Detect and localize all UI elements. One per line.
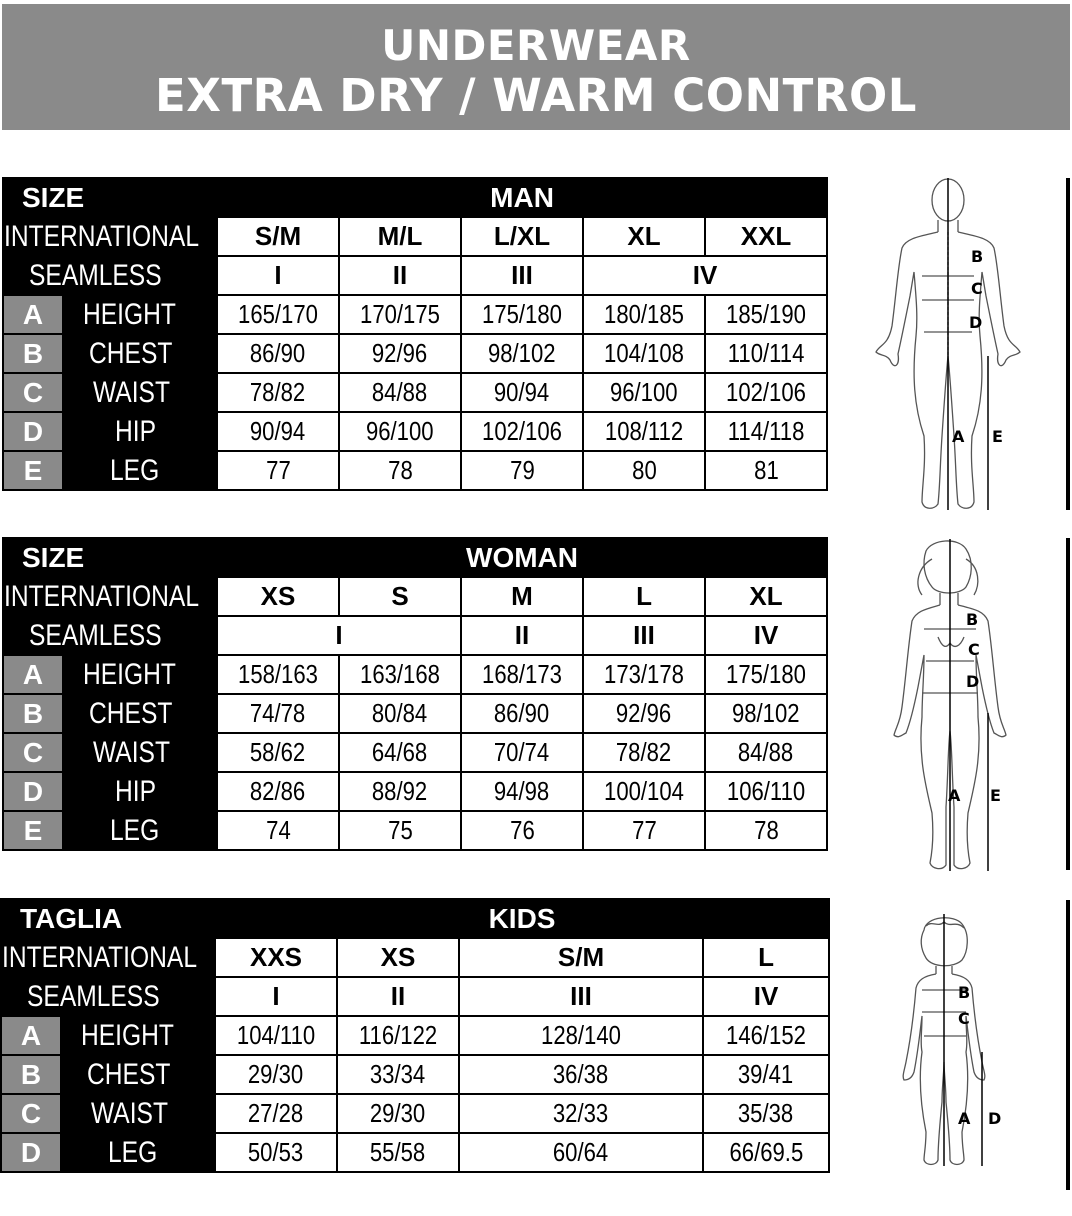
figure-label-c: C [958, 1009, 970, 1028]
kids-corner-label: TAGLIA [1, 899, 215, 938]
table-cell: 75 [339, 811, 461, 850]
woman-row-height [3, 655, 827, 694]
table-cell: 86/90 [461, 694, 583, 733]
kids-seamless-label: SEAMLESS [1, 977, 215, 1016]
table-cell: 146/152 [703, 1016, 829, 1055]
man-row-waist [3, 373, 827, 412]
kids-intl-size: XXS [215, 938, 337, 977]
kids-intl-size: L [703, 938, 829, 977]
table-cell: 128/140 [459, 1016, 703, 1055]
woman-body-figure [880, 537, 1030, 873]
man-body-figure [866, 176, 1036, 512]
figure-label-d: D [969, 313, 983, 332]
row-measure-name: WAIST [63, 373, 217, 412]
woman-intl-size: S [339, 577, 461, 616]
woman-intl-size: M [461, 577, 583, 616]
kids-row-leg [1, 1133, 829, 1172]
table-cell: 33/34 [337, 1055, 459, 1094]
row-measure-name: LEG [63, 811, 217, 850]
kids-body-figure [896, 912, 1016, 1172]
header-title-line1: UNDERWEAR [381, 21, 691, 70]
kids-size-table [0, 898, 830, 1173]
table-cell: 114/118 [705, 412, 827, 451]
table-cell: 98/102 [461, 334, 583, 373]
table-cell: 32/33 [459, 1094, 703, 1133]
table-cell: 110/114 [705, 334, 827, 373]
man-seamless-size: IV [583, 256, 827, 295]
row-measure-name: CHEST [61, 1055, 215, 1094]
row-measure-name: WAIST [63, 733, 217, 772]
man-seamless-label: SEAMLESS [3, 256, 217, 295]
woman-seamless-size: I [217, 616, 461, 655]
table-cell: 185/190 [705, 295, 827, 334]
woman-row-waist [3, 733, 827, 772]
table-cell: 100/104 [583, 772, 705, 811]
table-cell: 80/84 [339, 694, 461, 733]
table-cell: 165/170 [217, 295, 339, 334]
table-cell: 108/112 [583, 412, 705, 451]
table-cell: 74 [217, 811, 339, 850]
row-letter: C [1, 1094, 61, 1133]
woman-row-leg [3, 811, 827, 850]
table-cell: 163/168 [339, 655, 461, 694]
row-letter: A [3, 655, 63, 694]
table-cell: 102/106 [461, 412, 583, 451]
table-cell: 29/30 [215, 1055, 337, 1094]
row-letter: C [3, 373, 63, 412]
table-cell: 94/98 [461, 772, 583, 811]
figure-label-c: C [968, 640, 980, 659]
kids-title: KIDS [215, 899, 829, 938]
table-cell: 64/68 [339, 733, 461, 772]
figure-label-d: D [988, 1109, 1002, 1128]
figure-label-a: A [952, 427, 965, 446]
kids-seamless-size: III [459, 977, 703, 1016]
woman-seamless-label: SEAMLESS [3, 616, 217, 655]
table-cell: 173/178 [583, 655, 705, 694]
woman-title: WOMAN [217, 538, 827, 577]
woman-seamless-size: IV [705, 616, 827, 655]
table-cell: 70/74 [461, 733, 583, 772]
table-cell: 79 [461, 451, 583, 490]
figure-label-d: D [966, 672, 980, 691]
table-cell: 84/88 [705, 733, 827, 772]
row-measure-name: LEG [63, 451, 217, 490]
table-cell: 29/30 [337, 1094, 459, 1133]
table-cell: 96/100 [583, 373, 705, 412]
kids-row-waist [1, 1094, 829, 1133]
table-cell: 106/110 [705, 772, 827, 811]
figure-label-a: A [958, 1109, 971, 1128]
man-seamless-size: I [217, 256, 339, 295]
row-measure-name: CHEST [63, 334, 217, 373]
row-letter: A [3, 295, 63, 334]
row-letter: B [3, 694, 63, 733]
man-title: MAN [217, 178, 827, 217]
man-intl-size: M/L [339, 217, 461, 256]
table-cell: 90/94 [461, 373, 583, 412]
kids-row-chest [1, 1055, 829, 1094]
page-header [2, 4, 1070, 130]
table-cell: 90/94 [217, 412, 339, 451]
woman-intl-size: XL [705, 577, 827, 616]
table-cell: 116/122 [337, 1016, 459, 1055]
table-cell: 104/108 [583, 334, 705, 373]
man-row-chest [3, 334, 827, 373]
table-cell: 60/64 [459, 1133, 703, 1172]
table-cell: 92/96 [583, 694, 705, 733]
row-measure-name: HEIGHT [63, 295, 217, 334]
man-seamless-size: III [461, 256, 583, 295]
woman-intl-size: L [583, 577, 705, 616]
table-cell: 82/86 [217, 772, 339, 811]
man-size-table [2, 177, 828, 491]
man-row-leg [3, 451, 827, 490]
row-letter: D [3, 412, 63, 451]
table-cell: 35/38 [703, 1094, 829, 1133]
kids-international-label: INTERNATIONAL [1, 938, 215, 977]
man-row-height [3, 295, 827, 334]
kids-intl-size: S/M [459, 938, 703, 977]
table-cell: 168/173 [461, 655, 583, 694]
table-cell: 96/100 [339, 412, 461, 451]
woman-row-chest [3, 694, 827, 733]
table-cell: 86/90 [217, 334, 339, 373]
man-seamless-size: II [339, 256, 461, 295]
table-cell: 39/41 [703, 1055, 829, 1094]
table-cell: 81 [705, 451, 827, 490]
man-international-label: INTERNATIONAL [3, 217, 217, 256]
header-title-line2: EXTRA DRY / WARM CONTROL [155, 69, 917, 122]
table-cell: 78 [705, 811, 827, 850]
table-cell: 180/185 [583, 295, 705, 334]
woman-intl-size: XS [217, 577, 339, 616]
woman-row-hip [3, 772, 827, 811]
right-edge-bar [1066, 900, 1070, 1190]
row-letter: E [3, 811, 63, 850]
row-measure-name: WAIST [61, 1094, 215, 1133]
woman-size-table [2, 537, 828, 851]
table-cell: 92/96 [339, 334, 461, 373]
kids-seamless-size: IV [703, 977, 829, 1016]
table-cell: 78/82 [583, 733, 705, 772]
table-cell: 175/180 [461, 295, 583, 334]
kids-row-height [1, 1016, 829, 1055]
kids-intl-size: XS [337, 938, 459, 977]
table-cell: 104/110 [215, 1016, 337, 1055]
row-measure-name: HIP [63, 772, 217, 811]
row-letter: C [3, 733, 63, 772]
right-edge-bar [1066, 178, 1070, 510]
row-measure-name: HEIGHT [63, 655, 217, 694]
figure-label-b: B [958, 983, 971, 1002]
man-intl-size: XL [583, 217, 705, 256]
table-cell: 74/78 [217, 694, 339, 733]
row-measure-name: LEG [61, 1133, 215, 1172]
row-letter: A [1, 1016, 61, 1055]
table-cell: 58/62 [217, 733, 339, 772]
table-cell: 175/180 [705, 655, 827, 694]
figure-label-e: E [990, 786, 1001, 805]
woman-international-label: INTERNATIONAL [3, 577, 217, 616]
figure-label-c: C [971, 279, 983, 298]
table-cell: 158/163 [217, 655, 339, 694]
man-intl-size: S/M [217, 217, 339, 256]
table-cell: 27/28 [215, 1094, 337, 1133]
kids-seamless-size: I [215, 977, 337, 1016]
woman-corner-label: SIZE [3, 538, 217, 577]
man-intl-size: L/XL [461, 217, 583, 256]
row-letter: D [1, 1133, 61, 1172]
row-letter: B [3, 334, 63, 373]
table-cell: 80 [583, 451, 705, 490]
table-cell: 98/102 [705, 694, 827, 733]
man-corner-label: SIZE [3, 178, 217, 217]
table-cell: 77 [583, 811, 705, 850]
man-row-hip [3, 412, 827, 451]
man-intl-size: XXL [705, 217, 827, 256]
woman-seamless-size: III [583, 616, 705, 655]
row-letter: B [1, 1055, 61, 1094]
figure-label-e: E [992, 427, 1003, 446]
row-letter: E [3, 451, 63, 490]
row-measure-name: HIP [63, 412, 217, 451]
row-measure-name: CHEST [63, 694, 217, 733]
table-cell: 55/58 [337, 1133, 459, 1172]
table-cell: 78/82 [217, 373, 339, 412]
table-cell: 50/53 [215, 1133, 337, 1172]
table-cell: 66/69.5 [703, 1133, 829, 1172]
table-cell: 77 [217, 451, 339, 490]
table-cell: 102/106 [705, 373, 827, 412]
kids-seamless-size: II [337, 977, 459, 1016]
row-measure-name: HEIGHT [61, 1016, 215, 1055]
table-cell: 88/92 [339, 772, 461, 811]
table-cell: 170/175 [339, 295, 461, 334]
row-letter: D [3, 772, 63, 811]
table-cell: 36/38 [459, 1055, 703, 1094]
table-cell: 78 [339, 451, 461, 490]
woman-seamless-size: II [461, 616, 583, 655]
right-edge-bar [1066, 538, 1070, 870]
table-cell: 84/88 [339, 373, 461, 412]
figure-label-b: B [966, 610, 979, 629]
figure-label-b: B [971, 247, 984, 266]
figure-label-a: A [948, 786, 961, 805]
table-cell: 76 [461, 811, 583, 850]
